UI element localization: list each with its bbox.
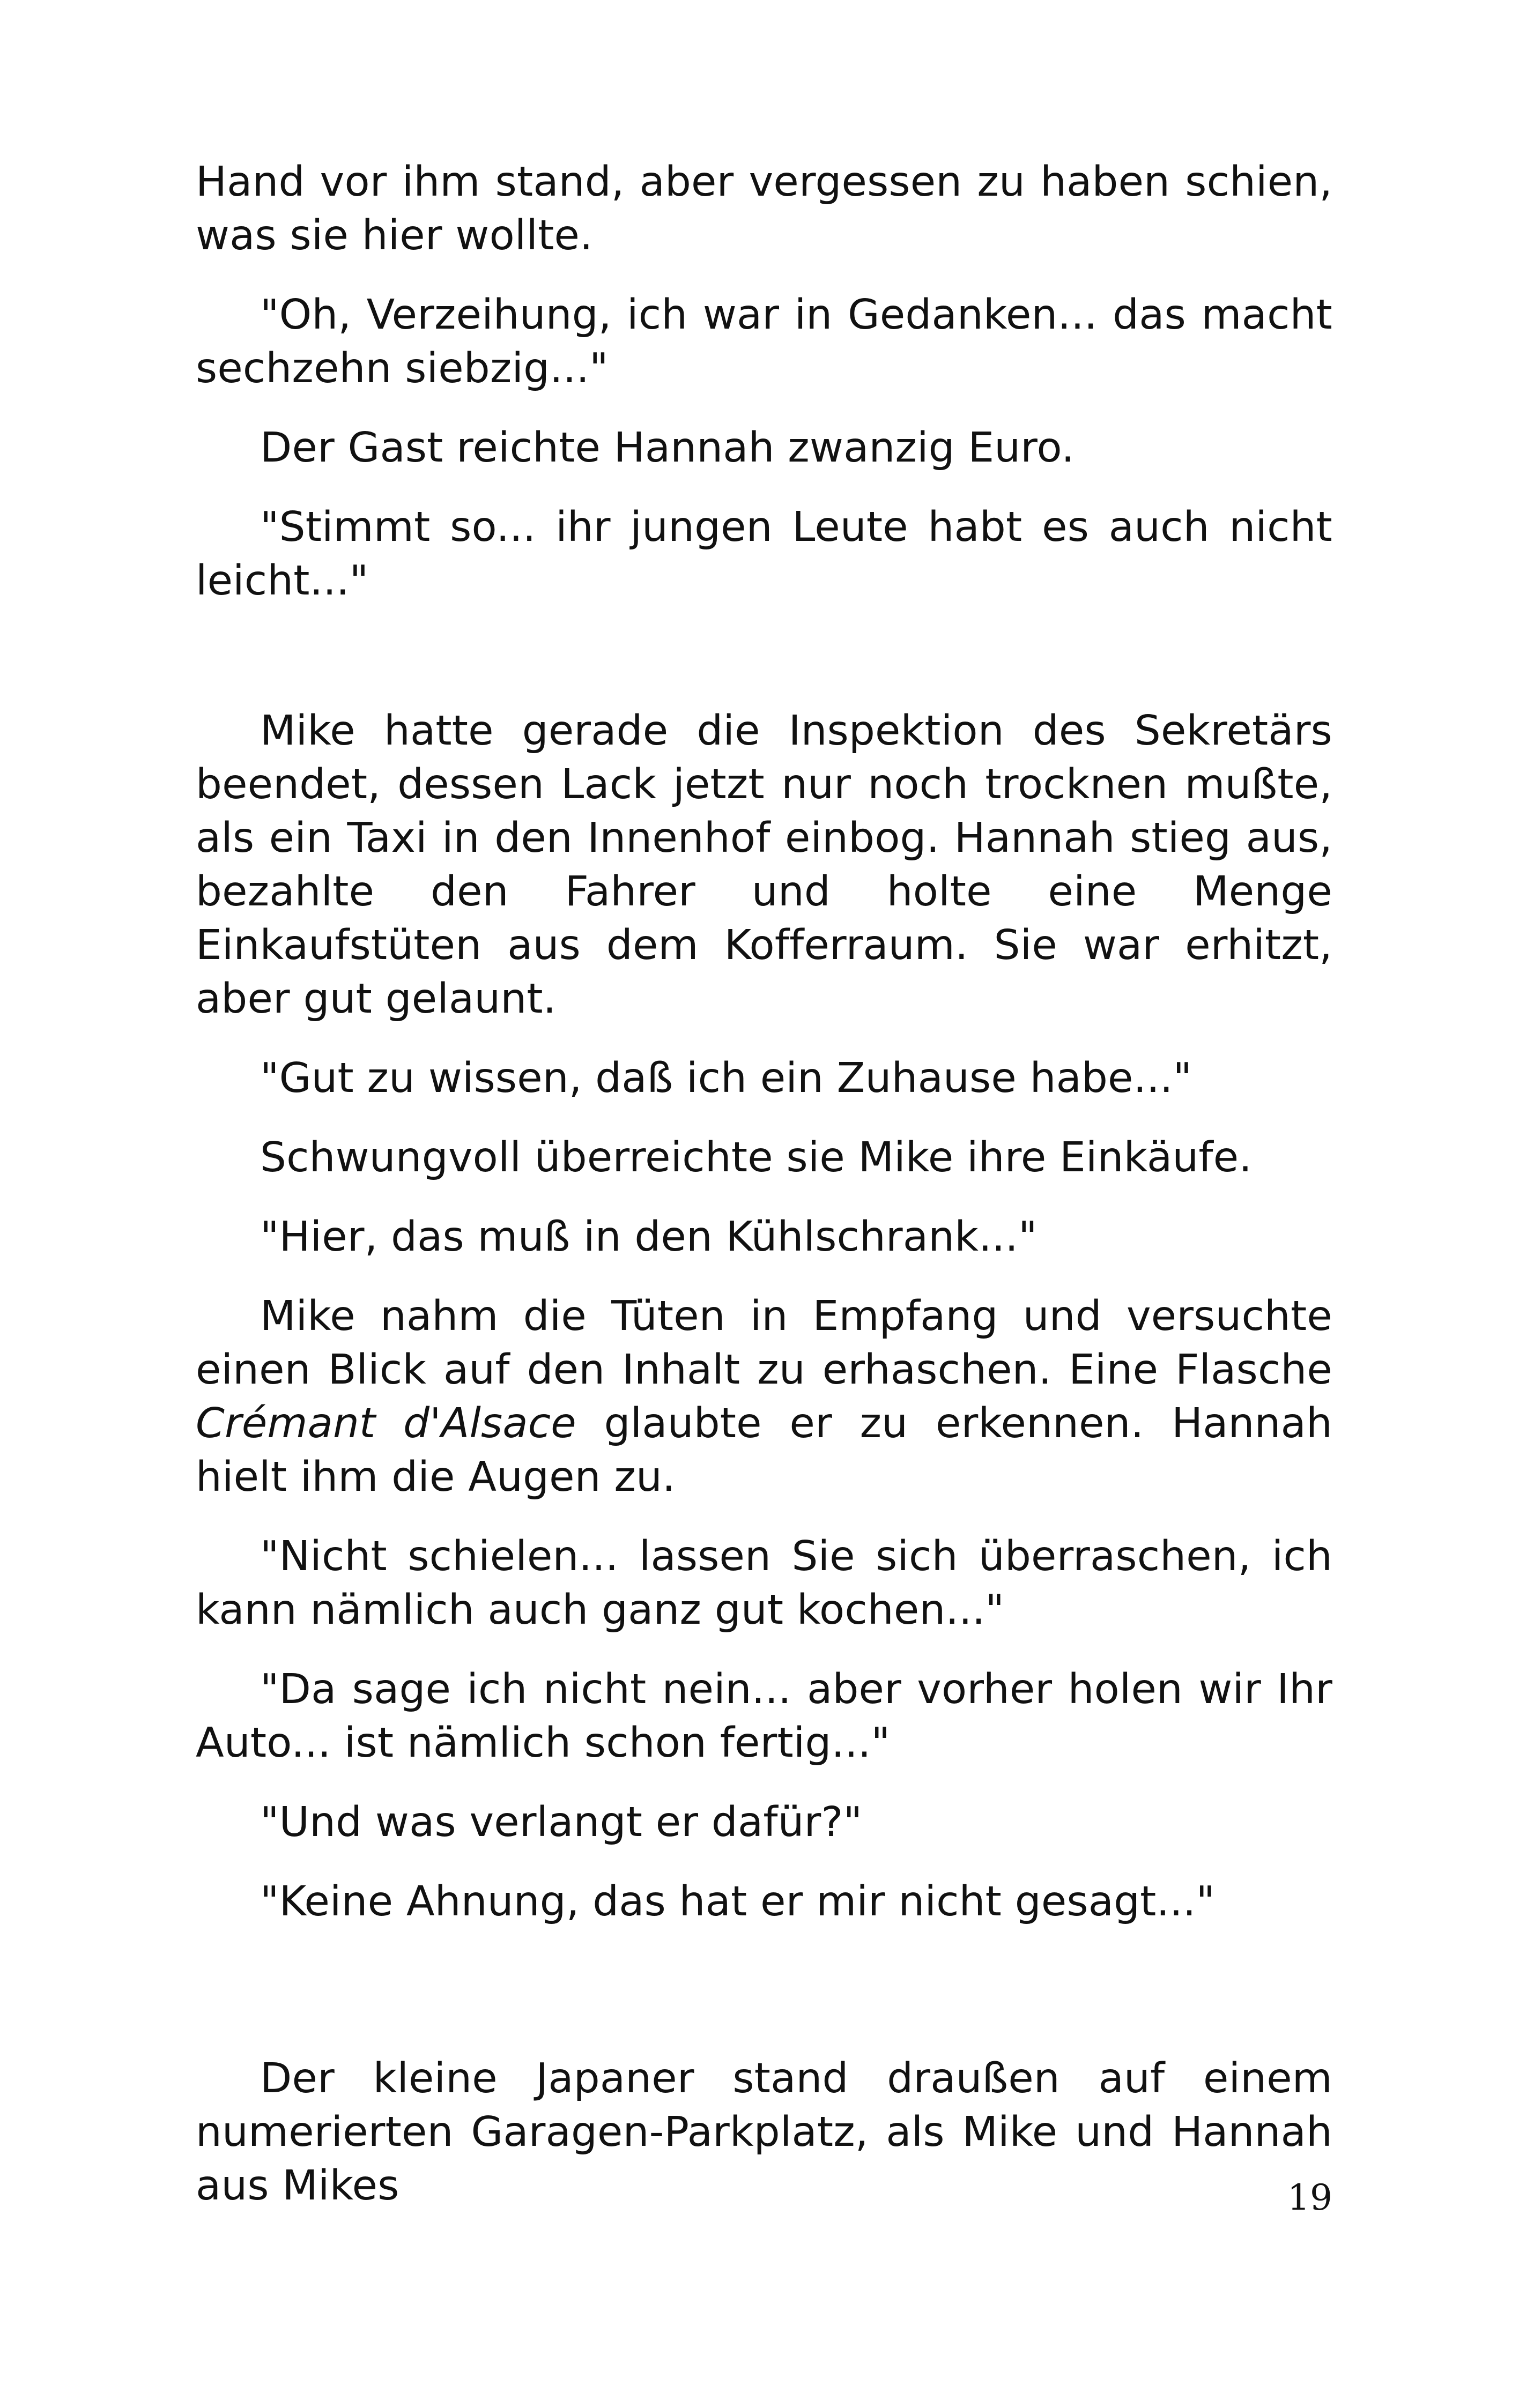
page-number: 19 <box>1287 2177 1332 2218</box>
paragraph-dialogue: "Da sage ich nicht nein... aber vorher holen wir Ihr Auto... ist nämlich schon fertig..." <box>196 1666 1332 1767</box>
paragraph-dialogue: "Stimmt so... ihr jungen Leute habt es auch nicht leicht..." <box>196 503 1332 605</box>
paragraph-with-italic <box>196 1290 1332 1504</box>
text-column <box>196 155 1332 2213</box>
paragraph-dialogue: "Hier, das muß in den Kühlschrank..." <box>260 1213 1038 1261</box>
paragraph-continued: Hand vor ihm stand, aber vergessen zu haben schien, was sie hier wollte. <box>196 158 1332 259</box>
paragraph-section-start <box>196 704 1332 1026</box>
paragraph-dialogue: "Nicht schielen... lassen Sie sich überraschen, ich kann nämlich auch ganz gut kochen..." <box>196 1533 1332 1634</box>
paragraph-dialogue: "Und was verlangt er dafür?" <box>260 1798 863 1846</box>
paragraph-section-start: Der kleine Japaner stand draußen auf einem numerierten Garagen-Parkplatz, als Mike und Hannah aus Mikes <box>196 2055 1332 2210</box>
paragraph-text: Mike nahm die Tüten in Empfang und versuchte einen Blick auf den Inhalt zu erhaschen. Eine Flasche <box>196 1292 1332 1394</box>
paragraph: Der Gast reichte Hannah zwanzig Euro. <box>260 424 1075 472</box>
paragraph-text: glaubte er zu erkennen. Hannah hielt ihm die Augen zu. <box>196 1400 1332 1501</box>
paragraph-text: Mike hatte gerade die Inspektion des Sekretärs beendet, dessen Lack jetzt nur noch trocknen mußte, als ein Taxi in den Innenhof einbog. Hannah stieg aus, bezahlte den Fahrer und holte eine Menge Einkaufstüten aus dem Kofferraum. Sie war erhitzt, aber gut gelaunt. <box>196 707 1332 1023</box>
paragraph-dialogue: "Keine Ahnung, das hat er mir nicht gesagt..." <box>260 1878 1216 1926</box>
paragraph-dialogue: "Gut zu wissen, daß ich ein Zuhause habe..." <box>260 1054 1192 1102</box>
paragraph-dialogue: "Oh, Verzeihung, ich war in Gedanken... das macht sechzehn siebzig..." <box>196 291 1332 392</box>
italic-wine-name: Crémant d'Alsace <box>196 1400 576 1447</box>
paragraph: Schwungvoll überreichte sie Mike ihre Einkäufe. <box>260 1134 1252 1181</box>
